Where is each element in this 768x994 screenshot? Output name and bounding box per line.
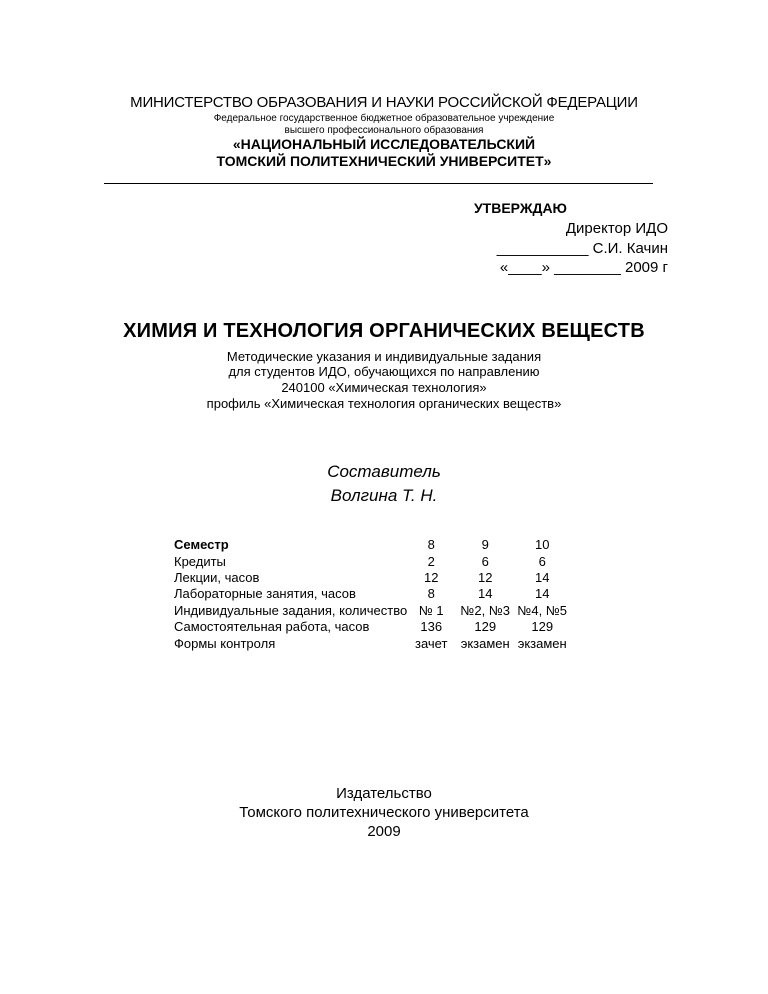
document-title: ХИМИЯ И ТЕХНОЛОГИЯ ОРГАНИЧЕСКИХ ВЕЩЕСТВ <box>123 320 645 342</box>
table-cell: 14 <box>534 569 550 585</box>
table-row <box>174 635 569 651</box>
row-label: Формы контроля <box>174 635 276 651</box>
table-row <box>174 603 569 619</box>
row-label: Лекции, часов <box>174 569 260 585</box>
table-cell: 12 <box>423 569 439 585</box>
table-row <box>174 570 569 586</box>
table-cell: №2, №3 <box>460 602 510 618</box>
table-row <box>174 537 569 553</box>
publication-year: 2009 <box>367 823 401 840</box>
subtitle-line2: для студентов ИДО, обучающихся по направлению <box>228 364 540 379</box>
table-row <box>174 553 569 569</box>
table-cell: 10 <box>534 537 550 553</box>
table-cell: экзамен <box>460 635 510 651</box>
table-cell: 14 <box>534 586 550 602</box>
table-row <box>174 619 569 635</box>
row-label: Индивидуальные задания, количество <box>174 602 408 618</box>
table-cell: 2 <box>427 553 435 569</box>
table-cell: №4, №5 <box>517 602 567 618</box>
publisher-name: Томского политехнического университета <box>239 804 529 821</box>
table-cell: экзамен <box>517 635 567 651</box>
subtitle-line3: 240100 «Химическая технология» <box>281 380 487 395</box>
compiler-label: Составитель <box>327 462 441 481</box>
compiler-name: Волгина Т. Н. <box>330 486 438 505</box>
approval-role: Директор ИДО <box>565 220 668 237</box>
table-cell: 129 <box>474 619 497 635</box>
table-cell: 6 <box>481 553 489 569</box>
approval-date-line: «____» ________ 2009 г <box>499 259 668 276</box>
federal-institution-line1: Федеральное государственное бюджетное образовательное учреждение <box>213 113 555 124</box>
semester-table <box>174 537 569 652</box>
table-cell: 8 <box>427 537 435 553</box>
subtitle-line1: Методические указания и индивидуальные задания <box>226 349 542 364</box>
approval-signature-line: ___________ С.И. Качин <box>496 240 668 257</box>
table-cell: 12 <box>477 569 493 585</box>
table-cell: 6 <box>538 553 546 569</box>
approval-title: УТВЕРЖДАЮ <box>473 200 567 216</box>
header-divider <box>104 183 653 184</box>
table-cell: зачет <box>415 635 448 651</box>
ministry-heading: МИНИСТЕРСТВО ОБРАЗОВАНИЯ И НАУКИ РОССИЙСКОЙ ФЕДЕРАЦИИ <box>130 94 638 111</box>
row-label: Кредиты <box>174 553 226 569</box>
university-name-line1: «НАЦИОНАЛЬНЫЙ ИССЛЕДОВАТЕЛЬСКИЙ <box>232 136 536 152</box>
table-cell: 14 <box>477 586 493 602</box>
publisher-label: Издательство <box>336 785 432 802</box>
table-cell: 136 <box>420 619 443 635</box>
table-cell: 129 <box>531 619 554 635</box>
university-name-line2: ТОМСКИЙ ПОЛИТЕХНИЧЕСКИЙ УНИВЕРСИТЕТ» <box>216 153 552 169</box>
table-cell: № 1 <box>418 602 444 618</box>
table-row <box>174 586 569 602</box>
row-label: Самостоятельная работа, часов <box>174 619 370 635</box>
subtitle-line4: профиль «Химическая технология органических веществ» <box>206 396 562 411</box>
row-label: Лабораторные занятия, часов <box>174 586 356 602</box>
table-cell: 8 <box>427 586 435 602</box>
table-cell: 9 <box>481 537 489 553</box>
federal-institution-line2: высшего профессионального образования <box>284 125 484 136</box>
row-label: Семестр <box>174 537 229 553</box>
